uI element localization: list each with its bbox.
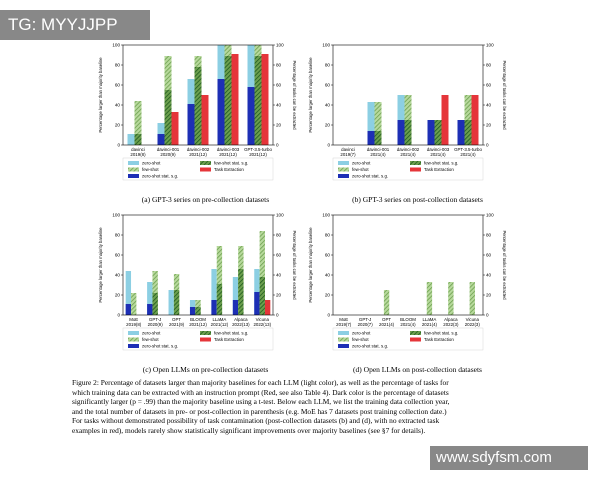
legend-label: Task Extraction <box>214 337 244 343</box>
legend-label: few-shot stat. s.g. <box>424 160 459 166</box>
bar-few-shot-sig <box>152 293 157 315</box>
x-tick-label: MoE <box>339 317 349 322</box>
x-tick-date: 2020(9) <box>160 152 176 157</box>
y-tick-label: 80 <box>324 62 330 68</box>
legend-swatch <box>128 331 139 335</box>
x-tick-date: 2021(12) <box>189 152 207 157</box>
y-tick-label: 40 <box>114 272 120 278</box>
x-tick-label: Alpaca <box>444 317 458 322</box>
legend-label: few-shot <box>142 167 159 173</box>
legend-label: few-shot stat. s.g. <box>214 330 249 336</box>
y-tick-label: 0 <box>117 142 120 148</box>
x-tick-label: Vicuna <box>465 317 479 322</box>
bar-zero-shot-sig <box>233 300 238 315</box>
legend-label: zero-shot <box>142 160 161 166</box>
x-tick-date: 2021(12) <box>210 322 229 327</box>
x-tick-date: 2021(12) <box>189 322 207 327</box>
bar-few-shot <box>131 293 136 315</box>
y-tick-label: 40 <box>324 272 330 278</box>
y-tick-label-right: 100 <box>486 42 494 48</box>
y-tick-label: 80 <box>324 232 330 238</box>
bar-few-shot-sig <box>135 134 142 145</box>
legend-swatch <box>200 331 211 335</box>
x-tick-date: 2021(4) <box>379 322 395 327</box>
y-tick-label-right: 0 <box>276 142 279 148</box>
legend-label: zero-shot stat. s.g. <box>142 173 179 179</box>
x-tick-date: 2021(12) <box>249 152 267 157</box>
bar-zero-shot-sig <box>218 79 225 145</box>
legend-label: few-shot <box>352 337 369 343</box>
y-tick-label-right: 80 <box>276 62 282 68</box>
y-tick-label: 20 <box>324 122 330 128</box>
x-tick-date: 2021(12) <box>219 152 237 157</box>
x-tick-label: davinci-003 <box>426 147 450 152</box>
y-tick-label: 20 <box>114 292 120 298</box>
y-tick-label-right: 100 <box>486 212 494 218</box>
y-tick-label-right: 100 <box>276 212 284 218</box>
x-tick-label: davinci <box>131 147 145 152</box>
y-tick-label: 0 <box>117 312 120 318</box>
legend-swatch <box>338 331 349 335</box>
y-tick-label: 100 <box>322 212 330 218</box>
bar-task-extraction <box>172 112 179 145</box>
y-axis-label: Percentage larger than majority baseline <box>98 57 103 133</box>
plot-frame <box>333 215 483 315</box>
y-tick-label: 40 <box>114 102 120 108</box>
x-tick-label: MoE <box>129 317 139 322</box>
legend-label: zero-shot <box>142 330 161 336</box>
legend-label: zero-shot <box>352 160 371 166</box>
bar-task-extraction <box>232 54 239 145</box>
bar-task-extraction <box>265 300 270 315</box>
y-axis-label-right: Percentage of tasks can be extracted <box>292 230 297 300</box>
bar-zero-shot-sig <box>428 120 435 145</box>
legend-label: few-shot <box>142 337 159 343</box>
legend-label: zero-shot stat. s.g. <box>142 343 179 349</box>
watermark-bottom-right: www.sdyfsm.com <box>430 446 588 470</box>
y-tick-label: 100 <box>322 42 330 48</box>
bar-few-shot-sig <box>405 120 412 145</box>
x-tick-date: 2022(3) <box>464 322 480 327</box>
x-tick-label: OPT <box>382 317 392 322</box>
subcaption-b: (b) GPT-3 series on post-collection datasets <box>352 195 483 204</box>
y-tick-label: 100 <box>112 42 120 48</box>
y-tick-label: 0 <box>327 142 330 148</box>
x-tick-label: LLaMA <box>422 317 437 322</box>
legend-swatch <box>410 161 421 165</box>
legend-swatch <box>128 161 139 165</box>
y-axis-label-right: Percentage of tasks can be extracted <box>502 60 507 130</box>
bar-zero-shot-sig <box>458 120 465 145</box>
y-tick-label-right: 60 <box>276 252 282 258</box>
x-tick-date: 2021(4) <box>400 152 416 157</box>
x-tick-date: 2021(4) <box>460 152 476 157</box>
x-tick-date: 2021(9) <box>169 322 185 327</box>
bar-zero-shot <box>169 290 174 315</box>
x-tick-date: 2020(7) <box>357 322 373 327</box>
legend-swatch <box>200 168 211 172</box>
x-tick-date: 2020(9) <box>147 322 163 327</box>
subcaption-a: (a) GPT-3 series on pre-collection datasets <box>141 195 270 204</box>
bar-task-extraction <box>472 95 479 145</box>
legend-label: Task Extraction <box>424 337 454 343</box>
chart-panel-a <box>95 40 310 190</box>
x-tick-date: 2021(4) <box>430 152 446 157</box>
legend-label: zero-shot stat. s.g. <box>352 343 389 349</box>
bar-few-shot-sig <box>217 284 222 315</box>
bar-zero-shot-sig <box>248 87 255 145</box>
y-tick-label-right: 0 <box>486 312 489 318</box>
y-tick-label: 60 <box>324 82 330 88</box>
y-tick-label: 60 <box>324 252 330 258</box>
bar-few-shot-sig <box>165 90 172 145</box>
bar-few-shot <box>448 282 453 315</box>
x-tick-date: 2019(7) <box>336 322 352 327</box>
x-tick-date: 2021(4) <box>400 322 416 327</box>
y-tick-label-right: 100 <box>276 42 284 48</box>
caption-line: significantly larger (p = .99) than the majority baseline using a t-test. Below each LLM, we list the training data collection year, <box>72 397 450 407</box>
chart-panel-c <box>95 210 310 360</box>
chart-panel-d <box>305 210 520 360</box>
bar-task-extraction <box>202 95 209 145</box>
bar-few-shot-sig <box>195 307 200 315</box>
bar-zero-shot-sig <box>147 304 152 315</box>
bar-few-shot-sig <box>225 56 232 145</box>
caption-line: which training data can be extracted with an instruction prompt (Red, see also Table 4). Dark color is the percentage of datasets <box>72 387 449 397</box>
legend-swatch <box>128 168 139 172</box>
legend-label: few-shot <box>352 167 369 173</box>
y-axis-label: Percentage larger than majority baseline <box>308 227 313 303</box>
y-tick-label-right: 40 <box>276 102 282 108</box>
bar-zero-shot-sig <box>190 307 195 315</box>
x-tick-label: davinci-002 <box>396 147 420 152</box>
legend-label: few-shot stat. s.g. <box>424 330 459 336</box>
bar-few-shot-sig <box>435 120 442 145</box>
x-tick-date: 2019(7) <box>340 152 356 157</box>
x-tick-label: GPT-3.5-turbo <box>454 147 482 152</box>
legend-swatch <box>200 161 211 165</box>
bar-few-shot-sig <box>174 290 179 315</box>
legend-swatch <box>128 338 139 342</box>
legend-swatch <box>410 168 421 172</box>
y-tick-label: 80 <box>114 232 120 238</box>
legend-swatch <box>128 344 139 348</box>
legend-swatch <box>338 168 349 172</box>
y-tick-label-right: 60 <box>486 252 492 258</box>
x-tick-date: 2019(8) <box>130 152 146 157</box>
bar-zero-shot-sig <box>158 134 165 145</box>
legend-label: few-shot stat. s.g. <box>214 160 249 166</box>
x-tick-label: davinci <box>341 147 355 152</box>
y-tick-label: 60 <box>114 82 120 88</box>
y-tick-label-right: 80 <box>486 62 492 68</box>
bar-zero-shot-sig <box>254 292 259 315</box>
subcaption-d: (d) Open LLMs on post-collection datasets <box>353 365 482 374</box>
x-tick-date: 2022(3) <box>443 322 459 327</box>
caption-line: Figure 2: Percentage of datasets larger than majority baselines for each LLM (light color), as well as the percentage of tasks for <box>72 378 449 387</box>
x-tick-label: OPT <box>172 317 182 322</box>
y-tick-label-right: 0 <box>486 142 489 148</box>
legend-label: zero-shot stat. s.g. <box>352 173 389 179</box>
legend-swatch <box>200 338 211 342</box>
watermark-top-left: TG: MYYJJPP <box>0 10 150 40</box>
x-tick-label: LLaMA <box>212 317 227 322</box>
y-axis-label: Percentage larger than majority baseline <box>98 227 103 303</box>
x-tick-label: GPT-J <box>148 317 162 322</box>
x-tick-label: BLOOM <box>400 317 416 322</box>
y-tick-label-right: 60 <box>486 82 492 88</box>
x-tick-label: davinci-001 <box>366 147 390 152</box>
legend-label: zero-shot <box>352 330 371 336</box>
bar-few-shot-sig <box>238 269 243 315</box>
y-tick-label-right: 20 <box>486 292 492 298</box>
x-tick-label: Alpaca <box>234 317 248 322</box>
y-tick-label-right: 40 <box>276 272 282 278</box>
x-tick-label: davinci-002 <box>186 147 210 152</box>
y-tick-label: 40 <box>324 102 330 108</box>
y-tick-label-right: 80 <box>276 232 282 238</box>
legend-label: Task Extraction <box>214 167 244 173</box>
y-tick-label-right: 80 <box>486 232 492 238</box>
y-tick-label-right: 0 <box>276 312 279 318</box>
y-axis-label-right: Percentage of tasks can be extracted <box>292 60 297 130</box>
bar-few-shot-sig <box>255 56 262 145</box>
legend-swatch <box>410 338 421 342</box>
bar-few-shot <box>384 290 389 315</box>
chart-panel-b <box>305 40 520 190</box>
y-axis-label: Percentage larger than majority baseline <box>308 57 313 133</box>
legend-swatch <box>128 174 139 178</box>
bar-few-shot <box>470 282 475 315</box>
x-tick-label: davinci-001 <box>156 147 180 152</box>
x-tick-date: 2019(8) <box>126 322 142 327</box>
bar-zero-shot-sig <box>211 300 216 315</box>
legend-swatch <box>338 338 349 342</box>
y-tick-label-right: 60 <box>276 82 282 88</box>
x-tick-date: 2022(13) <box>232 322 250 327</box>
figure-caption <box>72 378 537 436</box>
y-axis-label-right: Percentage of tasks can be extracted <box>502 230 507 300</box>
y-tick-label-right: 20 <box>486 122 492 128</box>
bar-few-shot-sig <box>375 131 382 145</box>
caption-line: examples in red), models rarely show statistically significant improvements over majority baselines (see §7 for details). <box>72 425 426 435</box>
x-tick-date: 2021(4) <box>370 152 386 157</box>
y-tick-label: 80 <box>114 62 120 68</box>
bar-few-shot <box>427 282 432 315</box>
y-tick-label-right: 40 <box>486 272 492 278</box>
bar-zero-shot-sig <box>398 120 405 145</box>
caption-line: and the total number of datasets in pre- or post-collection in parenthesis (e.g. MoE has 7 datasets post training collection date.) <box>72 406 447 416</box>
bar-zero-shot-sig <box>126 304 131 315</box>
legend-swatch <box>338 344 349 348</box>
y-tick-label-right: 20 <box>276 122 282 128</box>
bar-zero-shot <box>128 134 135 145</box>
y-tick-label: 0 <box>327 312 330 318</box>
caption-line: For tasks without demonstrated possibility of task contamination (post-collection datasets (b) and (d), with no extracted task <box>72 416 440 426</box>
y-tick-label: 20 <box>114 122 120 128</box>
bar-zero-shot-sig <box>368 131 375 145</box>
y-tick-label-right: 20 <box>276 292 282 298</box>
bar-few-shot-sig <box>260 277 265 315</box>
legend-swatch <box>338 174 349 178</box>
legend-swatch <box>338 161 349 165</box>
bar-task-extraction <box>442 95 449 145</box>
x-tick-label: BLOOM <box>190 317 206 322</box>
legend-swatch <box>410 331 421 335</box>
bar-few-shot-sig <box>195 67 202 145</box>
x-tick-label: GPT-3.5-turbo <box>244 147 272 152</box>
bar-few-shot-sig <box>465 120 472 145</box>
bar-zero-shot-sig <box>188 104 195 145</box>
y-tick-label: 100 <box>112 212 120 218</box>
legend-label: Task Extraction <box>424 167 454 173</box>
y-tick-label: 20 <box>324 292 330 298</box>
bar-task-extraction <box>262 54 269 145</box>
y-tick-label: 60 <box>114 252 120 258</box>
x-tick-label: davinci-003 <box>216 147 240 152</box>
x-tick-date: 2021(4) <box>421 322 437 327</box>
y-tick-label-right: 40 <box>486 102 492 108</box>
x-tick-label: Vicuna <box>255 317 269 322</box>
x-tick-date: 2022(13) <box>253 322 272 327</box>
x-tick-label: GPT-J <box>358 317 372 322</box>
subcaption-c: (c) Open LLMs on pre-collection datasets <box>142 365 269 374</box>
